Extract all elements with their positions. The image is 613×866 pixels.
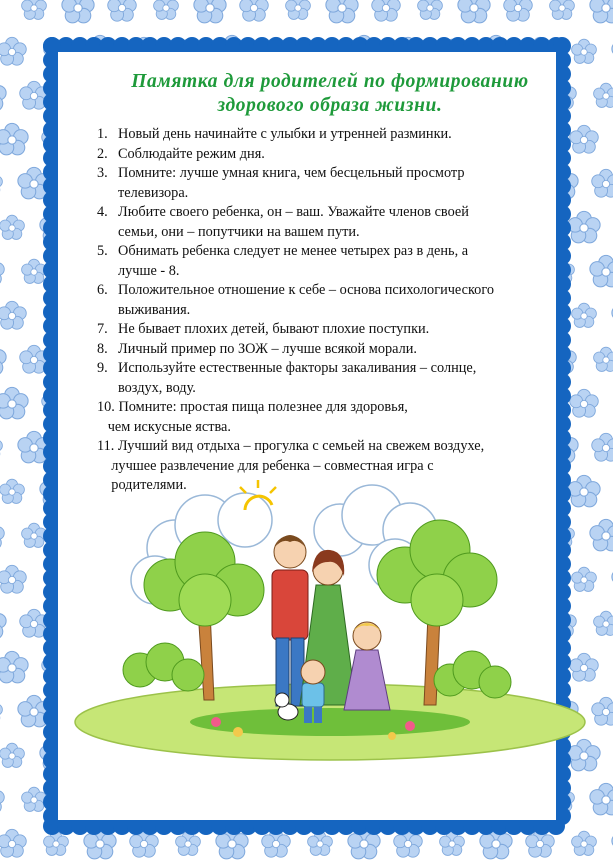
- item-text: Новый день начинайте с улыбки и утренней разминки.: [118, 126, 452, 142]
- list-item: [97, 145, 577, 165]
- item-text: Не бывает плохих детей, бывают плохие поступки.: [118, 321, 430, 337]
- page-title: [60, 70, 600, 118]
- item-text: Обнимать ребенка следует не менее четырех раз в день, а: [118, 243, 469, 259]
- item-text: Помните: лучше умная книга, чем бесцельный просмотр: [118, 165, 465, 181]
- item-text: семьи, они – попутчики на вашем пути.: [118, 223, 360, 240]
- list-item: [97, 359, 577, 398]
- list-item: [97, 340, 577, 360]
- item-text: Используйте естественные факторы закаливания – солнце,: [118, 360, 477, 376]
- item-number: 6.: [97, 282, 108, 298]
- item-text: Соблюдайте режим дня.: [118, 145, 265, 162]
- item-text: лучшее развлечение для ребенка – совместная игра с: [97, 457, 434, 474]
- list-item: [97, 398, 577, 437]
- item-text: родителями.: [97, 477, 187, 493]
- list-item: [97, 164, 577, 203]
- item-text: 10. Помните: простая пища полезнее для здоровья,: [97, 399, 408, 415]
- list-item: [97, 281, 577, 320]
- item-text: телевизора.: [118, 184, 189, 201]
- list-item: [97, 242, 577, 281]
- item-number: 5.: [97, 243, 108, 259]
- list-item: [97, 437, 577, 496]
- item-text: Положительное отношение к себе – основа психологического: [118, 282, 494, 298]
- item-text: чем искусные яства.: [97, 418, 231, 435]
- item-text: воздух, воду.: [118, 379, 196, 396]
- list-item: [97, 125, 577, 145]
- item-text: 11. Лучший вид отдыха – прогулка с семьей на свежем воздухе,: [97, 438, 485, 454]
- title-line-1: Памятка для родителей по формированию: [131, 71, 529, 92]
- item-number: 9.: [97, 360, 108, 376]
- item-number: 8.: [97, 340, 108, 357]
- item-number: 1.: [97, 126, 108, 142]
- item-text: Личный пример по ЗОЖ – лучше всякой морали.: [118, 340, 417, 357]
- item-number: 4.: [97, 204, 108, 220]
- list-item: [97, 203, 577, 242]
- item-text: выживания.: [118, 301, 191, 318]
- advice-list: [97, 125, 577, 496]
- item-number: 7.: [97, 321, 108, 337]
- item-number: 2.: [97, 145, 108, 162]
- item-text: Любите своего ребенка, он – ваш. Уважайте членов своей: [118, 204, 469, 220]
- item-number: 3.: [97, 165, 108, 181]
- list-item: [97, 320, 577, 340]
- title-line-2: здорового образа жизни.: [217, 95, 443, 116]
- item-text: лучше - 8.: [118, 262, 180, 279]
